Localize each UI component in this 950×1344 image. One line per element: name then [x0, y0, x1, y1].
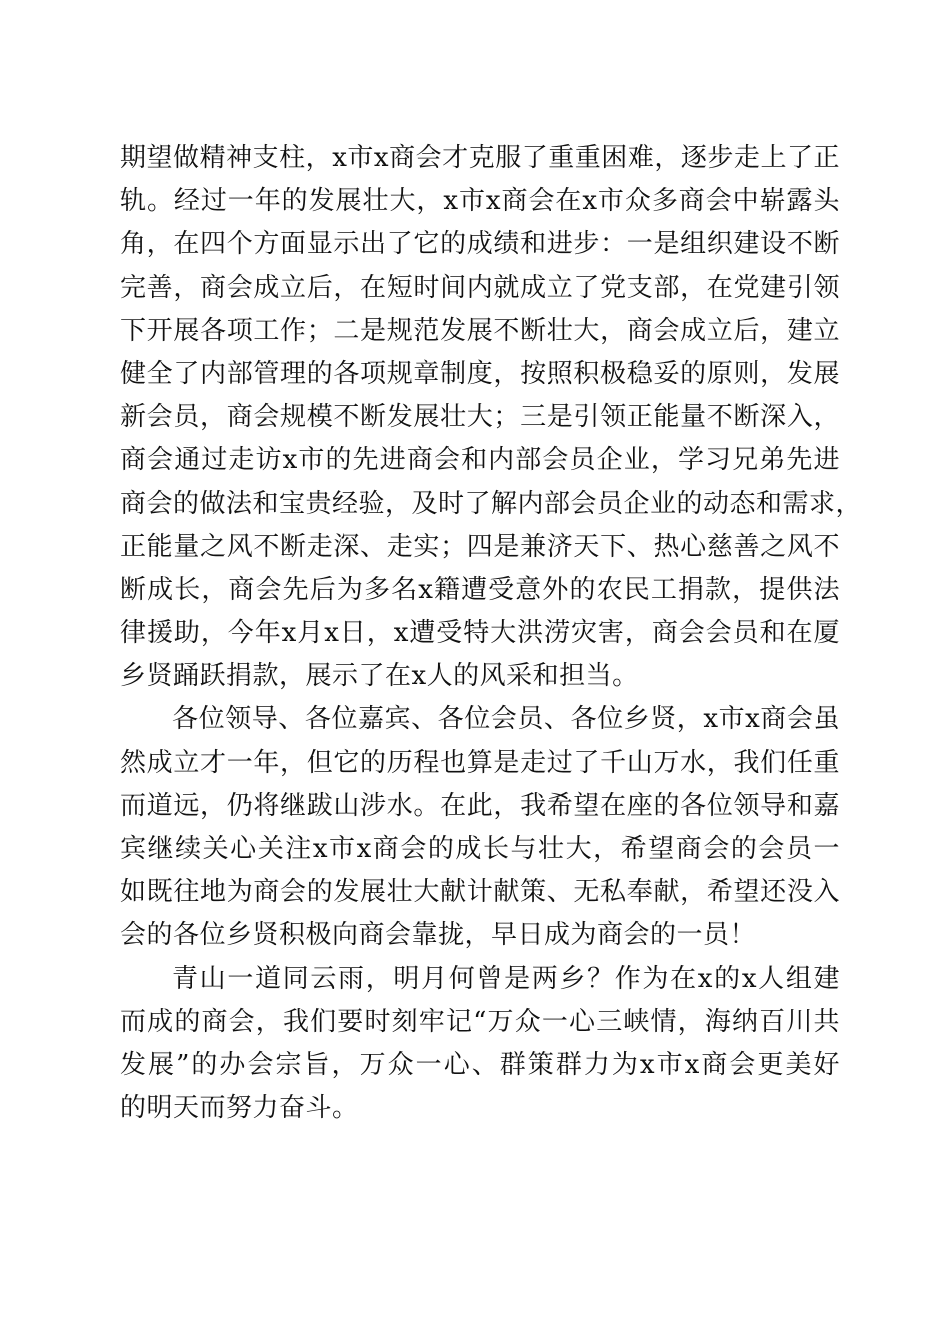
text-line: 青山一道同云雨，明月何曾是两乡？作为在x的x人组建: [172, 963, 840, 994]
paragraph-2: [120, 698, 840, 957]
text-line: 发展”的办会宗旨，万众一心、群策群力为x市x商会更美好: [120, 1049, 840, 1080]
text-line: 正能量之风不断走深、走实；四是兼济天下、热心慈善之风不: [120, 531, 840, 562]
text-line: 商会通过走访x市的先进商会和内部会员企业，学习兄弟先进: [120, 445, 840, 476]
text-line: 而道远，仍将继跋山涉水。在此，我希望在座的各位领导和嘉: [120, 790, 840, 821]
text-line: 完善，商会成立后，在短时间内就成立了党支部，在党建引领: [120, 272, 840, 303]
text-line: 下开展各项工作；二是规范发展不断壮大，商会成立后，建立: [120, 315, 840, 346]
text-line: 如既往地为商会的发展壮大献计献策、无私奉献，希望还没入: [120, 877, 840, 908]
text-line: 角，在四个方面显示出了它的成绩和进步：一是组织建设不断: [120, 229, 840, 260]
text-line: 期望做精神支柱，x市x商会才克服了重重困难，逐步走上了正: [120, 143, 840, 173]
document-body: [120, 137, 863, 1130]
text-line: 新会员，商会规模不断发展壮大；三是引领正能量不断深入，: [120, 402, 840, 433]
text-line: 乡贤踊跃捐款，展示了在x人的风采和担当。: [120, 661, 639, 692]
text-line: 各位领导、各位嘉宾、各位会员、各位乡贤，x市x商会虽: [172, 704, 840, 735]
text-line: 会的各位乡贤积极向商会靠拢，早日成为商会的一员！: [120, 920, 757, 951]
text-line: 断成长，商会先后为多名x籍遭受意外的农民工捐款，提供法: [120, 574, 840, 605]
text-line: 商会的做法和宝贵经验，及时了解内部会员企业的动态和需求，: [120, 488, 863, 519]
paragraph-1: [120, 137, 863, 698]
text-line: 然成立才一年，但它的历程也算是走过了千山万水，我们任重: [120, 747, 840, 778]
text-line: 律援助，今年x月x日，x遭受特大洪涝灾害，商会会员和在厦: [120, 618, 840, 649]
text-line: 的明天而努力奋斗。: [120, 1093, 359, 1124]
paragraph-3: [120, 958, 840, 1131]
text-line: 健全了内部管理的各项规章制度，按照积极稳妥的原则，发展: [120, 358, 840, 389]
text-line: 轨。经过一年的发展壮大，x市x商会在x市众多商会中崭露头: [120, 186, 840, 217]
text-line: 而成的商会，我们要时刻牢记“万众一心三峡情，海纳百川共: [120, 1006, 840, 1037]
text-line: 宾继续关心关注x市x商会的成长与壮大，希望商会的会员一: [120, 834, 840, 864]
